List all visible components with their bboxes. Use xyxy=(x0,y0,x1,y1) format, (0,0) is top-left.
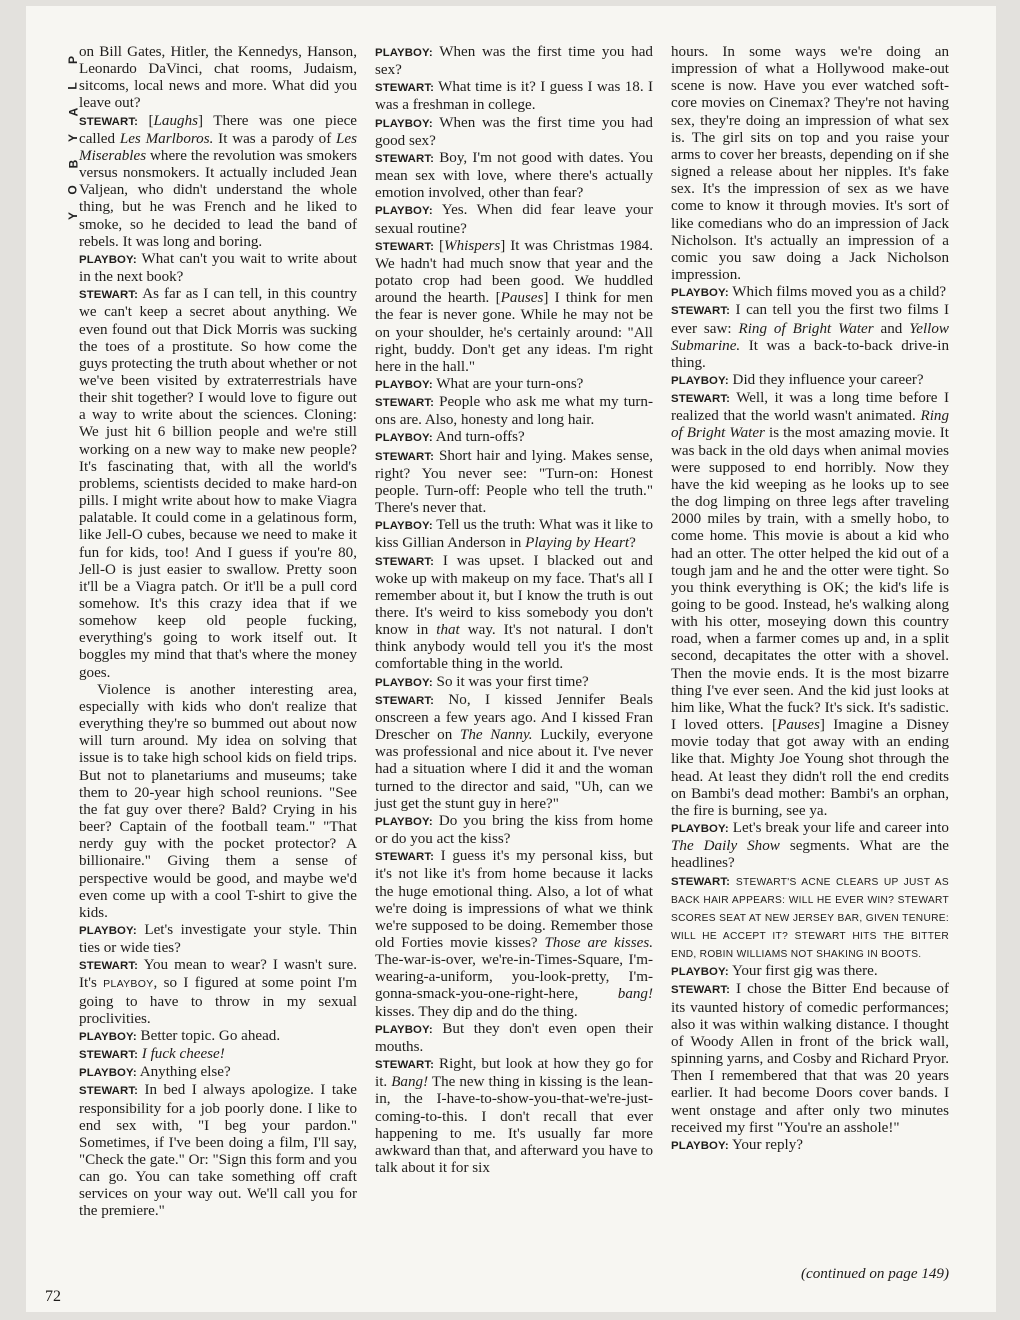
interview-paragraph xyxy=(375,813,653,848)
italic-text: Whispers xyxy=(444,237,501,254)
spine-letter: Y xyxy=(65,133,80,143)
speaker-label: PLAYBOY: xyxy=(671,374,729,387)
spine-letter: Y xyxy=(65,211,80,221)
paragraph-text: segments. What are the headlines? xyxy=(671,838,949,872)
paragraph-text: I chose the Bitter End because of its vaunted history of comedic performances; also it was within walking distance. I thought of Woody Allen in front of the brick wall, spinning yarns, and Cosby and Richard Pryor. Then I remembered that that was 20 years earlier. It had become Doors cover bands. I went onstage and after only two minutes received my first "You're an asshole!" xyxy=(671,981,950,1136)
speaker-label: STEWART: xyxy=(375,152,435,165)
interview-paragraph xyxy=(79,957,357,1028)
paragraph-text: Better topic. Go ahead. xyxy=(140,1027,281,1044)
interview-paragraph xyxy=(375,517,653,552)
interview-paragraph xyxy=(375,44,653,79)
paragraph-text: Tell us the truth: What was it like to kiss Gillian Anderson in xyxy=(375,517,653,552)
paragraph-text: Luckily, everyone was professional and nice about it. I've never had a situation where I did it and the woman turned to the director and said, "Uh, can we just get the stunt guy in here?" xyxy=(375,727,653,812)
paragraph-text: [ xyxy=(148,112,154,129)
speaker-label: PLAYBOY: xyxy=(375,47,433,59)
paragraph-text: When was the first time you had good sex? xyxy=(375,114,653,149)
paragraph-text: Your first gig was there. xyxy=(731,963,878,980)
interview-paragraph xyxy=(375,394,653,429)
spine-letter: L xyxy=(66,82,80,90)
interview-paragraph xyxy=(79,922,357,957)
interview-paragraph xyxy=(375,692,653,813)
speaker-label: STEWART: xyxy=(375,1059,435,1072)
paragraph-text: Your reply? xyxy=(731,1136,803,1153)
italic-text: Bang! xyxy=(391,1074,429,1091)
italic-text: Ring of Bright Water xyxy=(671,408,949,442)
interview-paragraph xyxy=(79,251,357,286)
interview-paragraph xyxy=(671,44,949,284)
speaker-label: STEWART: xyxy=(79,1049,139,1062)
paragraph-text: When was the first time you had sex? xyxy=(375,44,653,79)
italic-text: Laughs xyxy=(153,112,198,129)
interview-paragraph xyxy=(375,238,653,376)
interview-paragraph xyxy=(79,113,357,251)
paragraph-text: ? xyxy=(629,535,636,552)
text-column-1 xyxy=(79,44,357,1221)
italic-text: that xyxy=(436,622,460,639)
paragraph-text: is the most amazing movie. It was back in the old days when animal movies were supposed to end horribly. Now they have the kid weeping as he looks up to see the dog limping on three legs after traveling 2000 miles by train, with a smelly hobo, to come home. This movie is about a kid who had an otter. The otter helped the kid out of a tough jam and he and the otter were tight. So you think everything is OK; the kid's life is going to be good. Instead, he's walking along with his otter, moseying down this country road, when a farmer comes up and, in a split second, decapitates the otter with a shovel. Then the movie ends. It is the most bizarre thing I've ever seen. And the kid just looks at him like, What the fuck? It's sick. It's sadistic. I loved otters. [ xyxy=(671,425,949,734)
paragraph-text: [ xyxy=(439,237,445,254)
interview-paragraph xyxy=(375,429,653,447)
paragraph-text: Yes. When did fear leave your sexual routine? xyxy=(375,202,653,237)
speaker-label: STEWART: xyxy=(375,450,435,463)
paragraph-text: I can tell you the first two films I ever saw: xyxy=(671,302,949,337)
paragraph-text: ] Imagine a Disney movie today that got away with an ending like that. Mighty Joe Young shot through the head. At least they didn't roll the end credits on Bambi's dead mother: Bambi's an orphan, the fire is burning, see ya. xyxy=(671,717,949,819)
interview-paragraph xyxy=(375,202,653,237)
paragraph-text: Anything else? xyxy=(139,1064,231,1081)
interview-paragraph xyxy=(375,674,653,692)
page-number: 72 xyxy=(45,1288,61,1305)
italic-text: Les Miserables xyxy=(79,130,357,164)
interview-paragraph xyxy=(375,376,653,394)
paragraph-text: The-war-is-over, we're-in-Times-Square, I'm-wearing-a-uniform, you-look-pretty, I'm-gonna-smack-you-one-right-here, xyxy=(375,952,653,1003)
interview-paragraph xyxy=(671,1137,949,1155)
paragraph-text: What time is it? I guess I was 18. I was a freshman in college. xyxy=(375,79,653,114)
paragraph-text: Boy, I'm not good with dates. You mean sex with love, where there's actually emotion involved, other than fear? xyxy=(375,149,653,202)
magazine-spine-label xyxy=(66,52,80,224)
paragraph-text: No, I kissed Jennifer Beals onscreen a few years ago. And I kissed Fran Drescher on xyxy=(375,691,653,744)
paragraph-text: The new thing in kissing is the lean-in, the I-have-to-show-you-that-we're-just-coming-to-this. I don't recall that ever happening to me. It's usually far more awkward than that, and afterward you have to talk about it for six xyxy=(375,1074,653,1176)
interview-paragraph xyxy=(375,79,653,114)
interview-paragraph xyxy=(671,390,949,820)
interview-paragraph xyxy=(375,448,653,518)
interview-paragraph xyxy=(79,1064,357,1082)
interview-paragraph xyxy=(671,302,949,372)
italic-text: Playing by Heart xyxy=(525,535,630,552)
italic-text: I fuck cheese! xyxy=(141,1046,225,1063)
paragraph-text: Well, it was a long time before I realized that the world wasn't animated. xyxy=(671,390,949,425)
paragraph-text: It was a parody of xyxy=(213,130,337,147)
speaker-label: STEWART: xyxy=(375,694,435,707)
speaker-label: STEWART: xyxy=(79,960,139,973)
paragraph-text: I guess it's my personal kiss, but it's not like it's from home because it lacks the huge emotional thing. Also, a lot of what we're doing is impressions of what we think we're supposed to be doing. Remember those old Forties movie kisses? xyxy=(375,848,653,951)
speaker-label: PLAYBOY: xyxy=(79,1030,137,1043)
paragraph-text: where the revolution was smokers versus nonsmokers. It actually included Jean Valjean, who didn't understand the whole thing, but he was French and he liked to smoke, so he decided to lead the band of rebels. It was long and boring. xyxy=(79,147,357,250)
spine-letter: O xyxy=(66,185,80,195)
speaker-label: PLAYBOY: xyxy=(79,253,137,266)
interview-paragraph xyxy=(671,981,949,1136)
paragraph-text: In bed I always apologize. I take responsibility for a job poorly done. I like to end sex with, "I beg your pardon." Sometimes, if I've been doing a film, I'll say, "Check the gate." Or: "Sign this form and you can go. You can take something off craft services on your way out. We'll call you for the premiere." xyxy=(79,1082,357,1220)
interview-paragraph xyxy=(79,286,357,682)
paragraph-text: way. It's not natural. I don't think anybody would tell you it's the most comfortable thing in the world. xyxy=(375,622,653,673)
paragraph-text: People who ask me what my turn-ons are. Also, honesty and long hair. xyxy=(375,394,653,429)
speaker-label: PLAYBOY: xyxy=(79,924,137,937)
speaker-label: PLAYBOY: xyxy=(671,1139,729,1152)
speaker-label: PLAYBOY: xyxy=(671,966,729,979)
paragraph-text: It was a back-to-back drive-in thing. xyxy=(671,337,949,371)
speaker-label: STEWART: xyxy=(375,555,435,568)
paragraph-text: As far as I can tell, in this country we can't keep a secret about anything. We even found out that Dick Morris was sucking the toes of a prostitute. So how come the guys protecting the truth about whether or not we've been visited by extraterrestrials have their shit together? I would love to figure out a way to write about the sciences. Cloning: We just hit 6 billion people and we're still working on a new way to make new people? It's fascinating that, with all the world's problems, scientists decided to make hard-on pills. I might write about how to make Viagra palatable. It could come in a gelatinous form, like Jell-O cubes, because we need to make it fun for kids, too! And I guess if you're 80, Jell-O is just easier to swallow. Pretty soon it'll be a Viagra patch. Or it'll be a pull cord somehow. It's this crazy idea that if we somehow keep old people fucking, everything's going to work itself out. It boggles my mind that that's where the money goes. xyxy=(79,286,357,681)
paragraph-text: What are your turn-ons? xyxy=(436,375,584,392)
paragraph-text: on Bill Gates, Hitler, the Kennedys, Hanson, Leonardo DaVinci, chat rooms, Judaism, sitcoms, local news and more. What did you leave out? xyxy=(79,44,357,112)
paragraph-text: Let's investigate your style. Thin ties or wide ties? xyxy=(79,921,357,957)
interview-paragraph xyxy=(671,820,949,872)
speaker-label: STEWART: xyxy=(671,984,731,997)
speaker-label: STEWART: xyxy=(79,289,139,302)
text-column-3 xyxy=(671,44,949,1155)
paragraph-text: Right, but look at how they go for it. xyxy=(375,1056,653,1091)
paragraph-text: Let's break your life and career into xyxy=(732,820,949,837)
paragraph-text: PLAYBOY xyxy=(103,978,154,991)
interview-paragraph xyxy=(671,372,949,390)
interview-paragraph xyxy=(375,553,653,674)
interview-paragraph xyxy=(79,1046,357,1064)
italic-text: bang! xyxy=(617,986,653,1003)
paragraph-text: and xyxy=(873,320,910,337)
paragraph-text: STEWART'S ACNE CLEARS UP JUST AS BACK HAIR APPEARS: WILL HE EVER WIN? STEWART SCORES SEAT AT NEW JERSEY BAR, GIVEN TENURE: WILL HE ACCEPT IT? STEWART HITS THE BITTER END, ROBIN WILLIAMS NOT SHAKING IN BOOTS. xyxy=(671,876,949,961)
continued-note: (continued on page 149) xyxy=(801,1266,949,1282)
interview-paragraph xyxy=(671,284,949,302)
paragraph-text: Short hair and lying. Makes sense, right? You never see: "Turn-on: Honest people. Turn-off: People who tell the truth." There's never that. xyxy=(375,447,653,517)
speaker-label: PLAYBOY: xyxy=(671,287,729,300)
spine-letter: A xyxy=(65,107,80,117)
paragraph-text: kisses. They dip and do the thing. xyxy=(375,1003,578,1020)
interview-paragraph xyxy=(671,963,949,981)
interview-paragraph xyxy=(79,44,357,113)
italic-text: The Nanny. xyxy=(459,727,533,744)
interview-paragraph xyxy=(375,115,653,150)
paragraph-text: What can't you wait to write about in the next book? xyxy=(79,250,357,286)
italic-text: Those are kisses. xyxy=(544,934,654,951)
speaker-label: STEWART: xyxy=(375,851,435,864)
speaker-label: STEWART: xyxy=(79,115,139,128)
speaker-label: PLAYBOY: xyxy=(375,378,433,391)
speaker-label: PLAYBOY: xyxy=(375,432,433,445)
interview-paragraph xyxy=(671,873,949,964)
italic-text: Pauses xyxy=(777,717,820,734)
speaker-label: STEWART: xyxy=(375,82,435,95)
italic-text: Ring of Bright Water xyxy=(738,320,874,337)
interview-paragraph xyxy=(375,1056,653,1177)
paragraph-text: Violence is another interesting area, especially with kids who don't realize that everything they're so bummed out about now will turn around. My idea on solving that issue is to take high school kids on field trips. But not to planetariums and museums; take them to 20-year high school reunions. "See the fat guy over there? Bald? Crying in his beer? Captain of the football team." "That nerdy guy with the pocket protector? A billionaire." Giving them a sense of perspective would be good, and maybe we'd even come up with a cool T-shirt to give the kids. xyxy=(79,681,357,921)
paragraph-text: But they don't even open their mouths. xyxy=(375,1020,653,1055)
speaker-label: PLAYBOY: xyxy=(375,815,433,828)
interview-paragraph xyxy=(375,1021,653,1056)
paragraph-text: hours. In some ways we're doing an impression of what a Hollywood make-out scene is now. Have you ever watched soft-core movies on Cinemax? They're not having sex, they're doing an impression of what sex is. The girl sits on top and you raise your arms to cover her breasts, depending on if she signed a release about her nipples. It's fake sex. It's the impression of sex as we have come to know it through movies. It's sort of like comedians who do an impression of Jack Nicholson. It's actually an impression of a comic you saw doing a Jack Nicholson impression. xyxy=(671,44,949,284)
interview-paragraph xyxy=(79,1082,357,1220)
speaker-label: STEWART: xyxy=(375,397,435,410)
interview-paragraph xyxy=(375,848,653,1021)
speaker-label: PLAYBOY: xyxy=(375,117,433,130)
interview-paragraph xyxy=(79,682,357,922)
speaker-label: PLAYBOY: xyxy=(375,1023,433,1036)
paragraph-text: Do you bring the kiss from home or do you act the kiss? xyxy=(375,812,654,848)
paragraph-text: So it was your first time? xyxy=(436,673,589,690)
italic-text: Pauses xyxy=(500,290,544,307)
paragraph-text: I was upset. I blacked out and woke up with makeup on my face. That's all I remember about it, but I know the truth is out there. It's weird to kiss somebody you don't know in xyxy=(375,552,653,639)
speaker-label: PLAYBOY: xyxy=(79,1067,137,1080)
speaker-label: PLAYBOY: xyxy=(375,676,433,689)
paragraph-text: Which films moved you as a child? xyxy=(732,284,947,301)
speaker-label: STEWART: xyxy=(79,1085,139,1098)
paragraph-text: Did they influence your career? xyxy=(732,371,924,388)
interview-paragraph xyxy=(79,1028,357,1046)
speaker-label: STEWART: xyxy=(671,875,731,888)
continuation-wrapper xyxy=(671,1266,949,1283)
speaker-label: PLAYBOY: xyxy=(671,823,729,836)
speaker-label: STEWART: xyxy=(671,393,731,406)
interview-paragraph xyxy=(375,150,653,202)
paragraph-text: ] It was Christmas 1984. We hadn't had much snow that year and the potato crop had been good. We huddled around the hearth. [ xyxy=(375,237,653,307)
italic-text: Yellow Submarine. xyxy=(671,320,949,354)
paragraph-text: , so I figured at some point I'm going to have to throw in my sexual proclivities. xyxy=(79,975,357,1027)
italic-text: The Daily Show xyxy=(671,838,780,855)
speaker-label: PLAYBOY: xyxy=(375,205,433,218)
text-column-2 xyxy=(375,44,653,1177)
paragraph-text: ] I think for men the fear is never gone. While he may not be on your shoulder, he's certainly around: "All right, buddy. Don't get any ideas. I'm right here in the hall." xyxy=(375,290,653,375)
italic-text: Les Marlboros. xyxy=(119,130,214,147)
paragraph-text: ] There was one piece called xyxy=(79,112,357,147)
speaker-label: STEWART: xyxy=(375,240,435,253)
paragraph-text: You mean to wear? I wasn't sure. It's xyxy=(79,957,357,992)
spine-letter: B xyxy=(65,159,80,169)
speaker-label: PLAYBOY: xyxy=(375,520,433,533)
speaker-label: STEWART: xyxy=(671,305,731,318)
spine-letter: P xyxy=(65,55,80,65)
paragraph-text: And turn-offs? xyxy=(435,429,525,446)
